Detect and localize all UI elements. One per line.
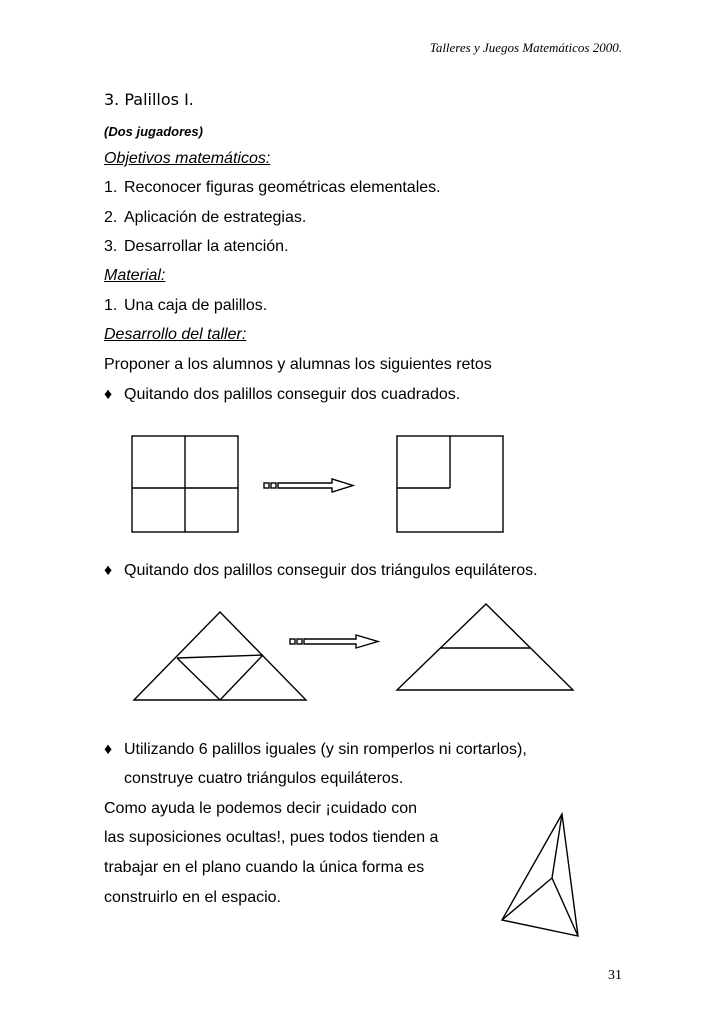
diamond-bullet-icon: ♦ bbox=[104, 562, 113, 579]
hint-line: construirlo en el espacio. bbox=[104, 889, 281, 906]
four-triangles-figure bbox=[134, 612, 306, 700]
arrow-right-icon bbox=[290, 635, 378, 648]
item-text: Reconocer figuras geométricas elementales. bbox=[124, 179, 441, 196]
arrow-right-icon bbox=[264, 479, 353, 492]
material-item bbox=[104, 297, 267, 315]
two-squares-result bbox=[397, 436, 503, 532]
hint-line: Como ayuda le podemos decir ¡cuidado con bbox=[104, 800, 418, 817]
four-squares-grid bbox=[132, 436, 238, 532]
page-number: 31 bbox=[608, 968, 622, 983]
challenge-3-continued: construye cuatro triángulos equiláteros. bbox=[124, 770, 404, 787]
item-text: Una caja de palillos. bbox=[124, 297, 268, 314]
item-text: Aplicación de estrategias. bbox=[124, 209, 307, 226]
item-number: 3. bbox=[104, 238, 118, 255]
development-heading: Desarrollo del taller: bbox=[104, 326, 247, 343]
diamond-bullet-icon: ♦ bbox=[104, 741, 113, 758]
objectives-heading: Objetivos matemáticos: bbox=[104, 150, 271, 167]
hint-line: las suposiciones ocultas!, pues todos tienden a bbox=[104, 829, 439, 846]
challenge-text: Utilizando 6 palillos iguales (y sin romperlos ni cortarlos), bbox=[124, 741, 527, 758]
material-heading: Material: bbox=[104, 267, 166, 284]
two-triangles-result bbox=[397, 604, 573, 690]
development-intro: Proponer a los alumnos y alumnas los siguientes retos bbox=[104, 356, 492, 373]
section-title: 3. Palillos I. bbox=[104, 90, 194, 109]
item-number: 1. bbox=[104, 179, 118, 196]
challenge-text: Quitando dos palillos conseguir dos triángulos equiláteros. bbox=[124, 562, 538, 579]
hint-line: trabajar en el plano cuando la única forma es bbox=[104, 859, 425, 876]
item-number: 2. bbox=[104, 209, 118, 226]
players-note: (Dos jugadores) bbox=[104, 124, 203, 139]
squares-figure bbox=[120, 430, 520, 540]
tetrahedron-figure bbox=[490, 808, 600, 944]
item-text: Desarrollar la atención. bbox=[124, 238, 289, 255]
objective-item bbox=[104, 179, 441, 197]
diamond-bullet-icon: ♦ bbox=[104, 386, 113, 403]
objective-item bbox=[104, 209, 306, 227]
item-number: 1. bbox=[104, 297, 118, 314]
challenge-1 bbox=[104, 386, 460, 404]
challenge-text: Quitando dos palillos conseguir dos cuadrados. bbox=[124, 386, 461, 403]
challenge-2 bbox=[104, 562, 538, 580]
running-header: Talleres y Juegos Matemáticos 2000. bbox=[429, 40, 622, 55]
challenge-3 bbox=[104, 741, 527, 759]
objective-item bbox=[104, 238, 289, 256]
triangles-figure bbox=[120, 598, 590, 708]
